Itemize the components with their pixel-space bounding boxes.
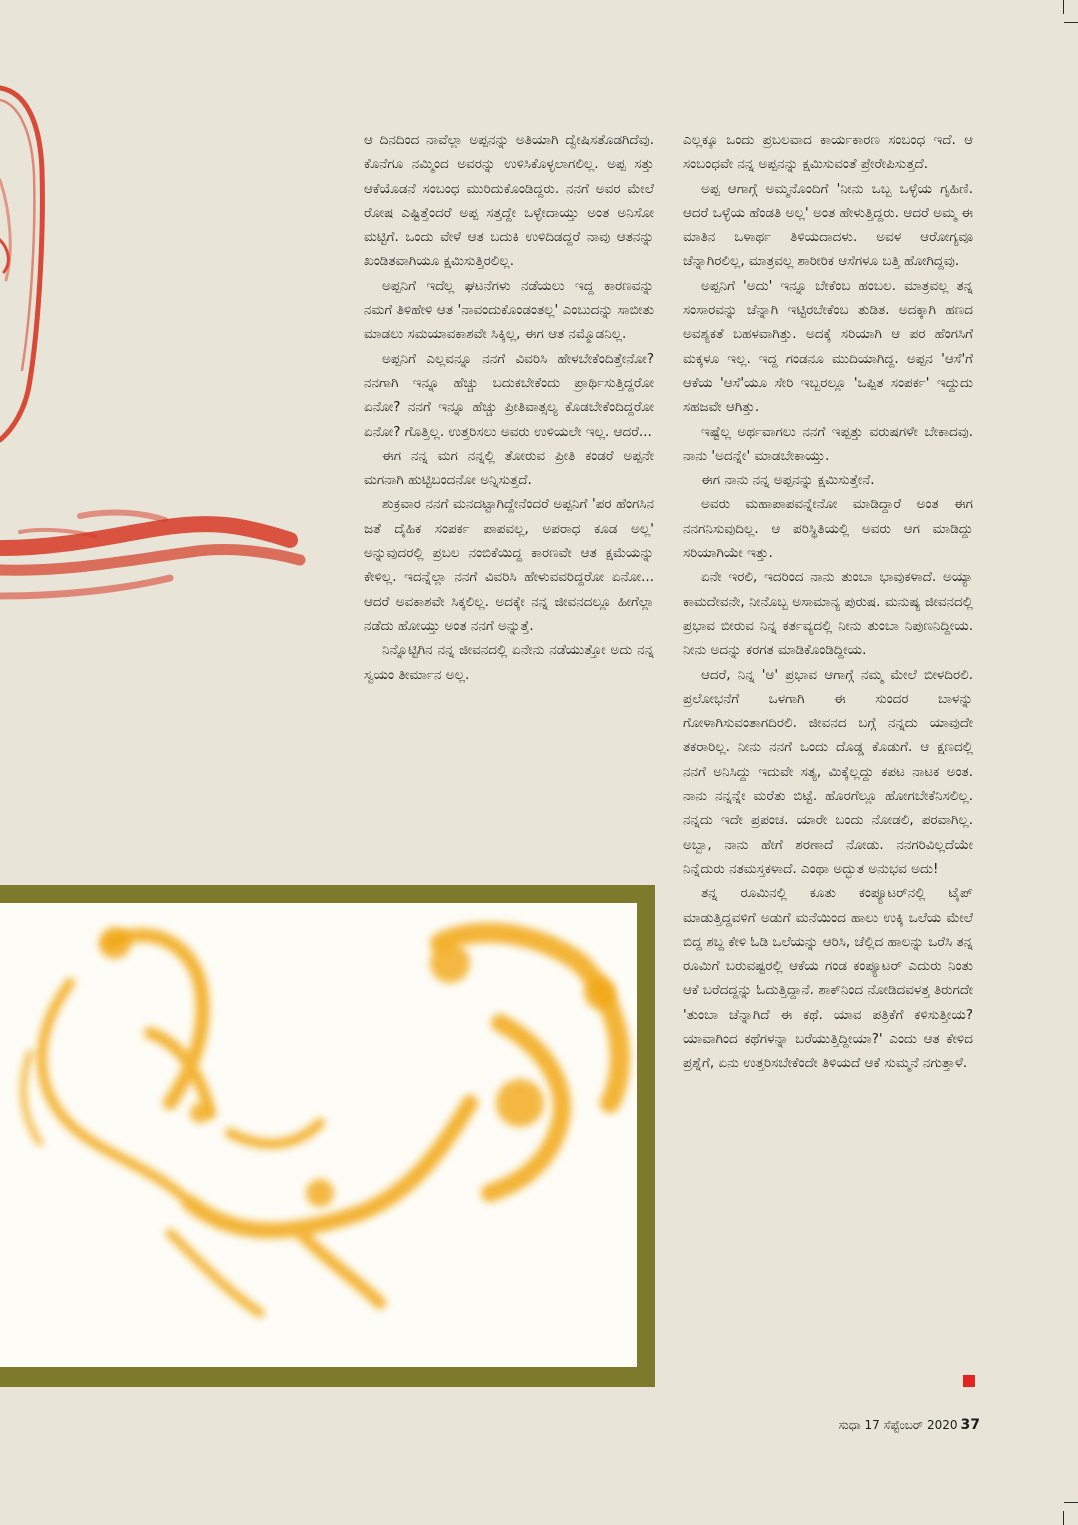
page-number: 37 (960, 1417, 980, 1433)
page-footer (820, 1417, 980, 1433)
paragraph: ಏನೇ ಇರಲಿ, ಇದರಿಂದ ನಾನು ತುಂಬಾ ಭಾವುಕಳಾದೆ. ಅಯ್ಯಾ ಕಾಮದೇವನೇ, ನೀನೊಬ್ಬ ಅಸಾಮಾನ್ಯ ಪುರುಷ. ಮನುಷ್ಯ ಜೀವನದಲ್ಲಿ ಪ್ರಭಾವ ಬೀರುವ ನಿನ್ನ ಕರ್ತವ್ಯದಲ್ಲಿ ನೀನು ತುಂಬಾ ನಿಪುಣನಿದ್ದೀಯ. ನೀನು ಅದನ್ನು ಕರಗತ ಮಾಡಿಕೊಂಡಿದ್ದೀಯ. (683, 569, 973, 659)
paragraph: ಎಲ್ಲಕ್ಕೂ ಒಂದು ಪ್ರಬಲವಾದ ಕಾರ್ಯಕಾರಣ ಸಂಬಂಧ ಇದೆ. ಆ ಸಂಬಂಧವೇ ನನ್ನ ಅಪ್ಪನನ್ನು ಕ್ಷಮಿಸುವಂತೆ ಪ್ರೇರೇಪಿಸುತ್ತದೆ. (683, 132, 973, 173)
red-brush-illustration (0, 0, 360, 620)
paragraph: ಅವರು ಮಹಾಪಾಪವನ್ನೇನೋ ಮಾಡಿದ್ದಾರೆ ಅಂತ ಈಗ ನನಗನಿಸುವುದಿಲ್ಲ. ಆ ಪರಿಸ್ಥಿತಿಯಲ್ಲಿ ಅವರು ಆಗ ಮಾಡಿದ್ದು ಸರಿಯಾಗಿಯೇ ಇತ್ತು. (683, 496, 973, 562)
paragraph: ಅಪ್ಪನಿಗೆ ಎಲ್ಲವನ್ನೂ ನನಗೆ ವಿವರಿಸಿ ಹೇಳಬೇಕೆಂದಿತ್ತೇನೋ? ನನಗಾಗಿ ಇನ್ನೂ ಹೆಚ್ಚು ಬದುಕಬೇಕೆಂದು ಪ್ರಾರ್ಥಿಸುತ್ತಿದ್ದರೋ ಏನೋ? ನನಗೆ ಇನ್ನೂ ಹೆಚ್ಚು ಪ್ರೀತಿವಾತ್ಸಲ್ಯ ಕೊಡಬೇಕೆಂದಿದ್ದರೋ ಏನೋ? ಗೊತ್ತಿಲ್ಲ. ಉತ್ತರಿಸಲು ಅವರು ಉಳಿಯಲೇ ಇಲ್ಲ. ಆದರೆ... (364, 350, 654, 440)
end-of-article-mark (963, 1375, 975, 1387)
paragraph: ಈಗ ನನ್ನ ಮಗ ನನ್ನಲ್ಲಿ ತೋರುವ ಪ್ರೀತಿ ಕಂಡರೆ ಅಪ್ಪನೇ ಮಗನಾಗಿ ಹುಟ್ಟಿಬಂದನೋ ಅನ್ನಿಸುತ್ತದೆ. (364, 447, 654, 489)
paragraph: ಆ ದಿನದಿಂದ ನಾವೆಲ್ಲಾ ಅಪ್ಪನನ್ನು ಅತಿಯಾಗಿ ದ್ವೇಷಿಸತೊಡಗಿದೆವು. ಕೊನೆಗೂ ನಮ್ಮಿಂದ ಅವರನ್ನು ಉಳಿಸಿಕೊಳ್ಳಲಾಗಲಿಲ್ಲ. ಅಪ್ಪ ಸತ್ತು ಆಕೆಯೊಡನೆ ಸಂಬಂಧ ಮುರಿದುಕೊಂಡಿದ್ದರು. ನನಗೆ ಅವರ ಮೇಲೆ ರೋಷ ಎಷ್ಟಿತ್ತೆಂದರೆ ಅಪ್ಪ ಸತ್ತದ್ದೇ ಒಳ್ಳೇದಾಯ್ತು ಅಂತ ಅನಿಸೋ ಮಟ್ಟಿಗೆ. ಒಂದು ವೇಳೆ ಆತ ಬದುಕಿ ಉಳಿದಿಡದ್ದರೆ ನಾವು ಆತನನ್ನು ಖಂಡಿತವಾಗಿಯೂ ಕ್ಷಮಿಸುತ್ತಿರಲಿಲ್ಲ. (364, 132, 654, 270)
illustration-frame (0, 885, 655, 1387)
paragraph: ಅಪ್ಪನಿಗೆ 'ಅದು' ಇನ್ನೂ ಬೇಕೆಂಬ ಹಂಬಲ. ಮಾತ್ರವಲ್ಲ ತನ್ನ ಸಂಸಾರವನ್ನು ಚೆನ್ನಾಗಿ ಇಟ್ಟಿರಬೇಕೆಂಬ ತುಡಿತ. ಅದಕ್ಕಾಗಿ ಹಣದ ಅವಶ್ಯಕತೆ ಬಹಳವಾಗಿತ್ತು. ಅದಕ್ಕೆ ಸರಿಯಾಗಿ ಆ ಪರ ಹೆಂಗಸಿಗೆ ಮಕ್ಕಳೂ ಇಲ್ಲ. ಇದ್ದ ಗಂಡನೂ ಮುದಿಯಾಗಿದ್ದ. ಅಪ್ಪನ 'ಆಸೆ'ಗೆ ಆಕೆಯ 'ಆಸೆ'ಯೂ ಸೇರಿ ಇಬ್ಬರಲ್ಲೂ 'ಒಪ್ಪಿತ ಸಂಪರ್ಕ' ಇದ್ದುದು ಸಹಜವೇ ಆಗಿತ್ತು. (683, 277, 973, 416)
article-column-right (683, 128, 973, 1076)
paragraph: ಶುಕ್ರವಾರ ನನಗೆ ಮನದಟ್ಟಾಗಿದ್ದೇನೆಂದರೆ ಅಪ್ಪನಿಗೆ 'ಪರ ಹೆಂಗಸಿನ ಜತೆ ದೈಹಿಕ ಸಂಪರ್ಕ ಪಾಪವಲ್ಲ, ಅಪರಾಧ ಕೂಡ ಅಲ್ಲ' ಅನ್ನುವುದರಲ್ಲಿ ಪ್ರಬಲ ನಂಬಿಕೆಯಿದ್ದ ಕಾರಣವೇ ಆತ ಕ್ಷಮೆಯನ್ನು ಕೇಳಿಲ್ಲ. ಇದನ್ನೆಲ್ಲಾ ನನಗೆ ವಿವರಿಸಿ ಹೇಳುವವರಿದ್ದರೋ ಏನೋ... ಆದರೆ ಅವಕಾಶವೇ ಸಿಕ್ಕಲಿಲ್ಲ. ಅದಕ್ಕೇ ನನ್ನ ಜೀವನದಲ್ಲೂ ಹೀಗೆಲ್ಲಾ ನಡೆದು ಹೋಯ್ತು ಅಂತ ನನಗೆ ಅನ್ನುತ್ತೆ. (364, 496, 654, 634)
article-column-left (364, 128, 654, 687)
publication-issue: ಸುಧಾ 17 ಸೆಪ್ಟೆಂಬರ್ 2020 (838, 1418, 958, 1432)
crop-mark (1064, 1502, 1078, 1503)
illustration-canvas (0, 903, 637, 1367)
orange-figure-illustration (0, 903, 637, 1367)
paragraph: ಇಷ್ಟೆಲ್ಲ ಅರ್ಥವಾಗಲು ನನಗೆ ಇಪ್ಪತ್ತು ವರುಷಗಳೇ ಬೇಕಾದವು. ನಾನು 'ಅದನ್ನೇ' ಮಾಡಬೇಕಾಯ್ತು. (683, 423, 973, 464)
crop-mark (1064, 22, 1078, 23)
paragraph: ಅಪ್ಪನಿಗೆ ಇದೆಲ್ಲ ಘಟನೆಗಳು ನಡೆಯಲು ಇದ್ದ ಕಾರಣವನ್ನು ನಮಗೆ ತಿಳಿಹೇಳಿ ಆತ 'ನಾವಂದುಕೊಂಡಂತಲ್ಲ' ಎಂಬುದನ್ನು ಸಾಬೀತು ಮಾಡಲು ಸಮಯಾವಕಾಶವೇ ಸಿಕ್ಕಿಲ್ಲ, ಈಗ ಆತ ನಮ್ಮೊಡನಿಲ್ಲ. (364, 277, 654, 343)
crop-mark (1063, 1511, 1064, 1525)
paragraph: ಅಪ್ಪ ಆಗಾಗ್ಗೆ ಅಮ್ಮನೊಂದಿಗೆ 'ನೀನು ಒಬ್ಬ ಒಳ್ಳೆಯ ಗೃಹಿಣಿ. ಆದರೆ ಒಳ್ಳೆಯ ಹೆಂಡತಿ ಅಲ್ಲ' ಅಂತ ಹೇಳುತ್ತಿದ್ದರು. ಆದರೆ ಅಮ್ಮ ಈ ಮಾತಿನ ಒಳಾರ್ಥ ತಿಳಿಯದಾದಳು. ಅವಳ ಆರೋಗ್ಯವೂ ಚೆನ್ನಾಗಿರಲಿಲ್ಲ, ಮಾತ್ರವಲ್ಲ ಶಾರೀರಿಕ ಆಸೆಗಳೂ ಬತ್ತಿ ಹೋಗಿದ್ದವು. (683, 180, 973, 270)
paragraph: ಈಗ ನಾನು ನನ್ನ ಅಪ್ಪನನ್ನು ಕ್ಷಮಿಸುತ್ತೇನೆ. (701, 472, 875, 489)
crop-mark (1063, 0, 1064, 14)
paragraph: ಆದರೆ, ನಿನ್ನ 'ಆ' ಪ್ರಭಾವ ಆಗಾಗ್ಗೆ ನಮ್ಮ ಮೇಲೆ ಬೀಳದಿರಲಿ. ಪ್ರಲೋಭನೆಗೆ ಒಳಗಾಗಿ ಈ ಸುಂದರ ಬಾಳನ್ನು ಗೋಳಾಗಿಸುವಂತಾಗದಿರಲಿ. ಜೀವನದ ಬಗ್ಗೆ ನನ್ನದು ಯಾವುದೇ ತಕರಾರಿಲ್ಲ. ನೀನು ನನಗೆ ಒಂದು ದೊಡ್ಡ ಕೊಡುಗೆ. ಆ ಕ್ಷಣದಲ್ಲಿ ನನಗೆ ಅನಿಸಿದ್ದು ಇದುವೇ ಸತ್ಯ, ಮಿಕ್ಕೆಲ್ಲದ್ದು ಕಪಟ ನಾಟಕ ಅಂತ. ನಾನು ನನ್ನನ್ನೇ ಮರೆತು ಬಿಟ್ಟೆ. ಹೊರಗೆಲ್ಲೂ ಹೋಗಬೇಕೆನಿಸಲಿಲ್ಲ. ನನ್ನದು ಇದೇ ಪ್ರಪಂಚ. ಯಾರೇ ಬಂದು ನೋಡಲಿ, ಪರವಾಗಿಲ್ಲ. ಅಬ್ಬಾ, ನಾನು ಹೇಗೆ ಶರಣಾದೆ ನೋಡು. ನನಗರಿವಿಲ್ಲದೆಯೇ ನಿನ್ನೆದುರು ನತಮಸ್ತಕಳಾದೆ. ಎಂಥಾ ಅದ್ಭುತ ಅನುಭವ ಅದು! (683, 666, 973, 877)
paragraph: ನಿನ್ನೊಟ್ಟಿಗಿನ ನನ್ನ ಜೀವನದಲ್ಲಿ ಏನೇನು ನಡೆಯುತ್ತೋ ಅದು ನನ್ನ ಸ್ವಯಂ ತೀರ್ಮಾನ ಅಲ್ಲ. (364, 642, 654, 683)
paragraph: ತನ್ನ ರೂಮಿನಲ್ಲಿ ಕೂತು ಕಂಪ್ಯೂಟರ್‌ನಲ್ಲಿ ಟೈಪ್ ಮಾಡುತ್ತಿದ್ದವಳಿಗೆ ಅಡುಗೆ ಮನೆಯಿಂದ ಹಾಲು ಉಕ್ಕಿ ಒಲೆಯ ಮೇಲೆ ಬಿದ್ದ ಶಬ್ದ ಕೇಳಿ ಓಡಿ ಒಲೆಯನ್ನು ಆರಿಸಿ, ಚೆಲ್ಲಿದ ಹಾಲನ್ನು ಒರೆಸಿ ತನ್ನ ರೂಮಿಗೆ ಬರುವಷ್ಟರಲ್ಲಿ ಆಕೆಯ ಗಂಡ ಕಂಪ್ಯೂಟರ್ ಎದುರು ನಿಂತು ಆಕೆ ಬರೆದದ್ದನ್ನು ಓದುತ್ತಿದ್ದಾನೆ. ಶಾಕ್‌ನಿಂದ ನೋಡಿದವಳತ್ತ ತಿರುಗದೇ 'ತುಂಬಾ ಚೆನ್ನಾಗಿದೆ ಈ ಕಥೆ. ಯಾವ ಪತ್ರಿಕೆಗೆ ಕಳಿಸುತ್ತೀಯ? ಯಾವಾಗಿಂದ ಕಥೆಗಳನ್ನಾ ಬರೆಯುತ್ತಿದ್ದೀಯಾ?' ಎಂದು ಆತ ಕೇಳಿದ ಪ್ರಶ್ನೆಗೆ, ಏನು ಉತ್ತರಿಸಬೇಕೆಂದೇ ತಿಳಿಯದೆ ಆಕೆ ಸುಮ್ಮನೆ ನಗುತ್ತಾಳೆ. (683, 885, 973, 1072)
